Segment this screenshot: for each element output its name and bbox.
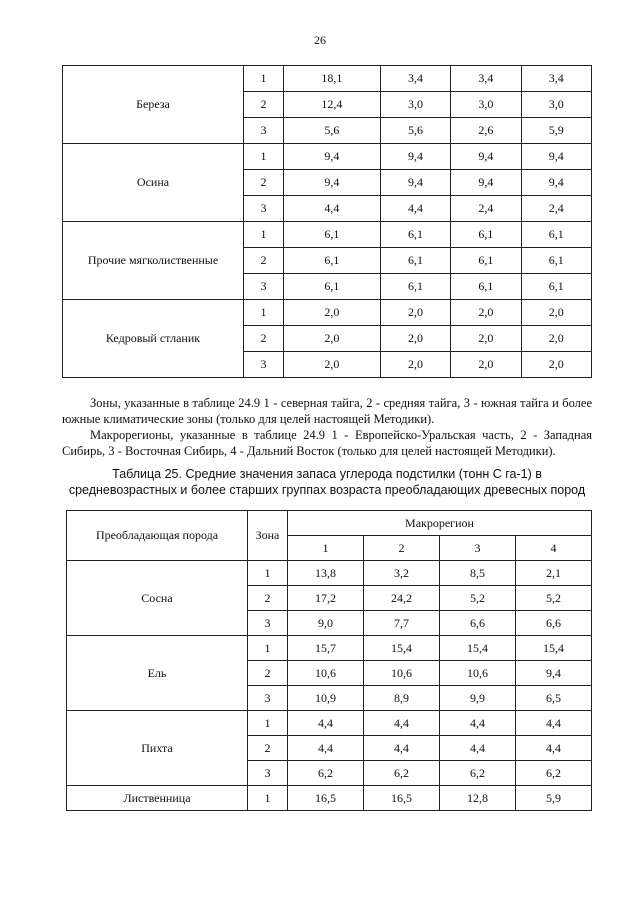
zone-cell: 1: [248, 636, 288, 661]
value-cell: 3,2: [364, 561, 440, 586]
zone-cell: 2: [244, 248, 284, 274]
value-cell: 16,5: [364, 786, 440, 811]
value-cell: 4,4: [516, 711, 592, 736]
table-row: [63, 300, 592, 326]
value-cell: 3,0: [521, 92, 591, 118]
value-cell: 2,0: [451, 300, 521, 326]
value-cell: 2,0: [380, 300, 450, 326]
value-cell: 9,4: [521, 170, 591, 196]
zone-cell: 3: [248, 761, 288, 786]
zone-cell: 1: [244, 222, 284, 248]
value-cell: 2,0: [521, 326, 591, 352]
value-cell: 4,4: [364, 711, 440, 736]
value-cell: 2,0: [380, 326, 450, 352]
value-cell: 9,4: [380, 170, 450, 196]
value-cell: 9,9: [440, 686, 516, 711]
value-cell: 6,1: [451, 222, 521, 248]
zone-cell: 1: [248, 711, 288, 736]
value-cell: 15,4: [440, 636, 516, 661]
value-cell: 3,4: [521, 66, 591, 92]
value-cell: 4,4: [364, 736, 440, 761]
value-cell: 4,4: [516, 736, 592, 761]
value-cell: 6,5: [516, 686, 592, 711]
table-row: [63, 144, 592, 170]
value-cell: 10,9: [288, 686, 364, 711]
value-cell: 2,1: [516, 561, 592, 586]
value-cell: 2,0: [284, 326, 381, 352]
header-region-2: 2: [364, 536, 440, 561]
value-cell: 5,2: [516, 586, 592, 611]
zone-cell: 1: [248, 786, 288, 811]
value-cell: 9,4: [380, 144, 450, 170]
species-cell: Сосна: [67, 561, 248, 636]
zones-note: Зоны, указанные в таблице 24.9 1 - северная тайга, 2 - средняя тайга, 3 - южная тайга и более южные климатические зоны (только для целей настоящей Методики).: [62, 396, 592, 426]
value-cell: 2,4: [451, 196, 521, 222]
value-cell: 2,6: [451, 118, 521, 144]
header-species: Преобладающая порода: [67, 511, 248, 561]
value-cell: 6,1: [284, 248, 381, 274]
value-cell: 15,4: [364, 636, 440, 661]
value-cell: 24,2: [364, 586, 440, 611]
value-cell: 8,9: [364, 686, 440, 711]
zone-cell: 1: [244, 144, 284, 170]
macroregions-note: Макрорегионы, указанные в таблице 24.9 1 - Европейско-Уральская часть, 2 - Западная Сибирь, 3 - Восточная Сибирь, 4 - Дальний Восток (только для целей настоящей Методики).: [62, 428, 592, 458]
value-cell: 5,9: [516, 786, 592, 811]
zone-cell: 1: [244, 66, 284, 92]
table-caption: [62, 466, 592, 498]
zone-cell: 3: [244, 352, 284, 378]
header-region-4: 4: [516, 536, 592, 561]
value-cell: 6,1: [380, 248, 450, 274]
zone-cell: 1: [244, 300, 284, 326]
table-row: [67, 786, 592, 811]
value-cell: 3,0: [451, 92, 521, 118]
value-cell: 15,4: [516, 636, 592, 661]
value-cell: 2,0: [521, 300, 591, 326]
value-cell: 5,9: [521, 118, 591, 144]
value-cell: 9,4: [284, 170, 381, 196]
value-cell: 18,1: [284, 66, 381, 92]
header-region-3: 3: [440, 536, 516, 561]
value-cell: 17,2: [288, 586, 364, 611]
value-cell: 6,2: [364, 761, 440, 786]
value-cell: 2,0: [284, 352, 381, 378]
value-cell: 3,4: [380, 66, 450, 92]
table-row: [67, 711, 592, 736]
value-cell: 2,4: [521, 196, 591, 222]
value-cell: 3,0: [380, 92, 450, 118]
value-cell: 6,1: [451, 274, 521, 300]
zone-cell: 2: [248, 736, 288, 761]
value-cell: 4,4: [440, 711, 516, 736]
value-cell: 6,1: [380, 222, 450, 248]
value-cell: 6,1: [521, 222, 591, 248]
species-cell: Береза: [63, 66, 244, 144]
value-cell: 9,4: [451, 170, 521, 196]
carbon-litter-table: [66, 510, 592, 811]
value-cell: 6,1: [521, 274, 591, 300]
zone-cell: 3: [248, 686, 288, 711]
value-cell: 2,0: [451, 326, 521, 352]
carbon-table-continued: [62, 65, 592, 378]
value-cell: 6,1: [451, 248, 521, 274]
page-number: 26: [314, 33, 326, 47]
species-cell: Кедровый стланик: [63, 300, 244, 378]
value-cell: 4,4: [288, 711, 364, 736]
value-cell: 9,4: [284, 144, 381, 170]
value-cell: 2,0: [380, 352, 450, 378]
species-cell: Осина: [63, 144, 244, 222]
header-region-1: 1: [288, 536, 364, 561]
value-cell: 9,4: [451, 144, 521, 170]
zone-cell: 3: [244, 118, 284, 144]
value-cell: 6,2: [440, 761, 516, 786]
value-cell: 12,4: [284, 92, 381, 118]
value-cell: 6,1: [521, 248, 591, 274]
value-cell: 15,7: [288, 636, 364, 661]
zone-cell: 2: [248, 661, 288, 686]
species-cell: Прочие мягколиственные: [63, 222, 244, 300]
table-row: [67, 561, 592, 586]
value-cell: 9,4: [521, 144, 591, 170]
value-cell: 10,6: [364, 661, 440, 686]
zone-cell: 2: [248, 586, 288, 611]
species-cell: Ель: [67, 636, 248, 711]
zone-cell: 1: [248, 561, 288, 586]
caption-line-1: Таблица 25. Средние значения запаса углерода подстилки (тонн С га-1) в: [112, 467, 542, 481]
value-cell: 5,6: [284, 118, 381, 144]
value-cell: 6,1: [380, 274, 450, 300]
value-cell: 16,5: [288, 786, 364, 811]
value-cell: 8,5: [440, 561, 516, 586]
value-cell: 6,6: [440, 611, 516, 636]
value-cell: 10,6: [440, 661, 516, 686]
value-cell: 3,4: [451, 66, 521, 92]
value-cell: 6,1: [284, 274, 381, 300]
header-zone: Зона: [248, 511, 288, 561]
value-cell: 4,4: [284, 196, 381, 222]
zone-cell: 2: [244, 326, 284, 352]
zone-cell: 2: [244, 92, 284, 118]
header-macroregion: Макрорегион: [288, 511, 592, 536]
zone-cell: 2: [244, 170, 284, 196]
value-cell: 13,8: [288, 561, 364, 586]
value-cell: 5,6: [380, 118, 450, 144]
table-row: [63, 66, 592, 92]
caption-line-2: средневозрастных и более старших группах возраста преобладающих древесных пород: [68, 483, 586, 497]
zone-cell: 3: [244, 196, 284, 222]
value-cell: 10,6: [288, 661, 364, 686]
value-cell: 9,0: [288, 611, 364, 636]
species-cell: Пихта: [67, 711, 248, 786]
value-cell: 2,0: [451, 352, 521, 378]
value-cell: 5,2: [440, 586, 516, 611]
value-cell: 2,0: [521, 352, 591, 378]
table-row: [63, 222, 592, 248]
zone-cell: 3: [244, 274, 284, 300]
species-cell: Лиственница: [67, 786, 248, 811]
value-cell: 6,6: [516, 611, 592, 636]
value-cell: 4,4: [288, 736, 364, 761]
notes: [62, 395, 592, 459]
value-cell: 6,2: [516, 761, 592, 786]
value-cell: 7,7: [364, 611, 440, 636]
value-cell: 6,1: [284, 222, 381, 248]
value-cell: 6,2: [288, 761, 364, 786]
table-row: [67, 636, 592, 661]
zone-cell: 3: [248, 611, 288, 636]
value-cell: 4,4: [380, 196, 450, 222]
value-cell: 12,8: [440, 786, 516, 811]
value-cell: 2,0: [284, 300, 381, 326]
value-cell: 4,4: [440, 736, 516, 761]
value-cell: 9,4: [516, 661, 592, 686]
